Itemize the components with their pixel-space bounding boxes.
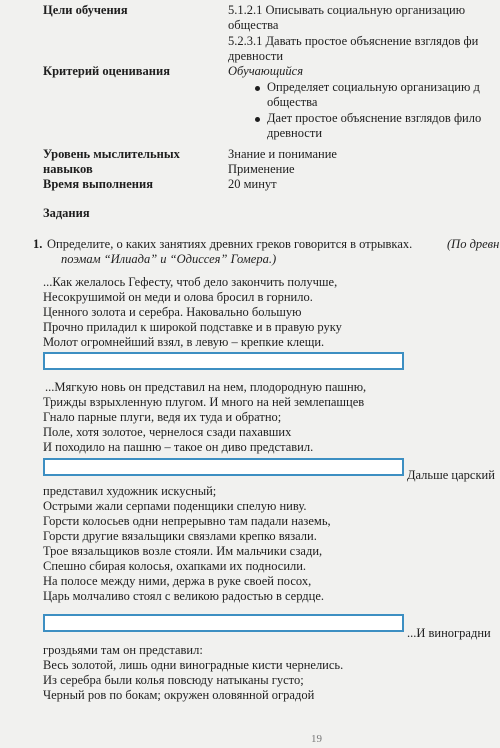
- passage-line: Поле, хотя золотое, чернелося сзади пахавших: [43, 425, 292, 439]
- passage-line: Спешно сбирая колосья, охапками их подносили.: [43, 559, 307, 573]
- goal-line: древности: [228, 49, 284, 63]
- criteria-subject: Обучающийся: [228, 64, 304, 78]
- passage-line: Острыми жали серпами поденщики спелую ниву.: [43, 499, 307, 513]
- passage-line: Трижды взрыхленную плугом. И много на ней землепашцев: [43, 395, 365, 409]
- question-text: Определите, о каких занятиях древних греков говорится в отрывках.: [47, 237, 413, 251]
- passage-line: Ценного золота и серебра. Наковально большую: [43, 305, 302, 319]
- passage-lead: ...И виноградни: [407, 626, 491, 640]
- criteria-item: Дает простое объяснение взглядов фило: [267, 111, 482, 125]
- level-value: Знание и понимание: [228, 147, 337, 161]
- passage-lead: Дальше царский: [407, 468, 495, 482]
- time-value: 20 минут: [228, 177, 277, 191]
- level-label: навыков: [43, 162, 93, 176]
- passage-line: На полосе между ними, держа в руке своей посох,: [43, 574, 312, 588]
- passage-line: Трое вязальщиков возле стояли. Им мальчики сзади,: [43, 544, 323, 558]
- tasks-heading: Задания: [43, 206, 90, 220]
- answer-input-box[interactable]: [43, 458, 404, 476]
- level-value: Применение: [228, 162, 295, 176]
- answer-input-box[interactable]: [43, 614, 404, 632]
- criteria-item: общества: [267, 95, 318, 109]
- passage-line: Горсти другие вязальщики связлами крепко вязали.: [43, 529, 317, 543]
- question-source: (По древн: [447, 237, 500, 251]
- passage-line: Весь золотой, лишь одни виноградные кисти чернелись.: [43, 658, 344, 672]
- question-number: 1.: [33, 237, 43, 251]
- passage-line: ...Мягкую новь он представил на нем, плодородную пашню,: [45, 380, 367, 394]
- passage-line: ...Как желалось Гефесту, чтоб дело закончить получше,: [43, 275, 338, 289]
- goals-label: Цели обучения: [43, 3, 128, 17]
- goal-line: общества: [228, 18, 279, 32]
- bullet-icon: [255, 117, 260, 122]
- answer-input-box[interactable]: [43, 352, 404, 370]
- passage-line: представил художник искусный;: [43, 484, 217, 498]
- bullet-icon: [255, 86, 260, 91]
- level-label: Уровень мыслительных: [43, 147, 180, 161]
- passage-line: И походило на пашню – такое он диво представил.: [43, 440, 314, 454]
- passage-line: Горсти колосьев одни непрерывно там падали наземь,: [43, 514, 331, 528]
- passage-line: Прочно приладил к широкой подставке и в правую руку: [43, 320, 342, 334]
- passage-line: Молот огромнейший взял, в левую – крепкие клещи.: [43, 335, 325, 349]
- page-number: 19: [311, 733, 322, 745]
- criteria-item: древности: [267, 126, 323, 140]
- passage-line: Из серебра были колья повсюду натыканы густо;: [43, 673, 304, 687]
- criteria-item: Определяет социальную организацию д: [267, 80, 480, 94]
- passage-line: Несокрушимой он меди и олова бросил в горнило.: [43, 290, 313, 304]
- goal-line: 5.1.2.1 Описывать социальную организацию: [228, 3, 466, 17]
- passage-line: Царь молчаливо стоял с великою радостью в сердце.: [43, 589, 325, 603]
- goal-line: 5.2.3.1 Давать простое объяснение взглядов фи: [228, 34, 479, 48]
- time-label: Время выполнения: [43, 177, 153, 191]
- question-source: поэмам “Илиада” и “Одиссея” Гомера.): [61, 252, 277, 266]
- passage-line: Гнало парные плуги, ведя их туда и обратно;: [43, 410, 282, 424]
- passage-line: Черный ров по бокам; окружен оловянной оградой: [43, 688, 315, 702]
- criteria-label: Критерий оценивания: [43, 64, 170, 78]
- passage-line: гроздьями там он представил:: [43, 643, 203, 657]
